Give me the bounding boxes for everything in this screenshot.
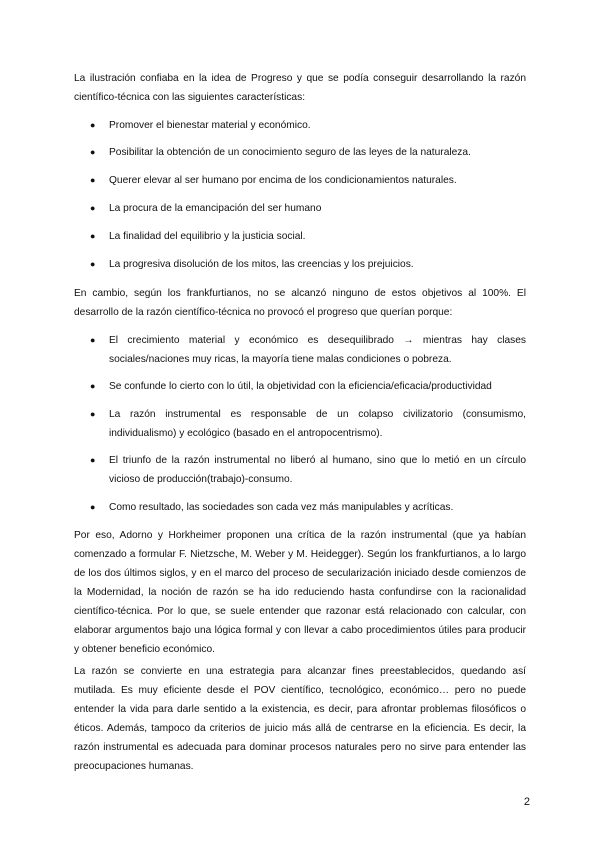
list-item [90,143,526,162]
list-item [90,171,526,190]
bullet-icon: ● [90,231,96,241]
list-item [90,116,526,135]
list-item [90,405,526,443]
list-item-text: Posibilitar la obtención de un conocimiento seguro de las leyes de la naturaleza. [109,147,471,158]
bullet-icon: ● [90,259,96,269]
list-item-text: Se confunde lo cierto con lo útil, la objetividad con la eficiencia/eficacia/productividad [109,381,492,392]
bullet-icon: ● [90,335,96,345]
middle-paragraph: En cambio, según los frankfurtianos, no se alcanzó ninguno de estos objetivos al 100%. El desarrollo de la razón científico-técnica no provocó el progreso que querían porque: [74,288,526,318]
list-item [90,498,526,517]
paragraph-conclusion: La razón se convierte en una estrategia para alcanzar fines preestablecidos, quedando así mutilada. Es muy eficiente desde el POV científico, tecnológico, económico… pero no puede entender la vida para darle sentido a la existencia, es decir, para afrontar problemas filosóficos o éticos. Además, tampoco da criterios de juicio más allá de centrarse en la eficiencia. Es decir, la razón instrumental es adecuada para dominar procesos naturales pero no sirve para entender las preocupaciones humanas. [74,666,526,772]
list-item [90,227,526,246]
page-number: 2 [523,796,530,808]
list-item-text: La razón instrumental es responsable de un colapso civilizatorio (consumismo, individualismo) y ecológico (basado en el antropocentrismo). [109,409,526,439]
bullet-icon: ● [90,120,96,130]
list-item-text: Querer elevar al ser humano por encima de los condicionamientos naturales. [109,175,457,186]
list-item-text: La procura de la emancipación del ser humano [109,203,322,214]
list-item [90,199,526,218]
list-item-text: El crecimiento material y económico es desequilibrado → mientras hay clases sociales/naciones muy ricas, la mayoría tiene malas condiciones o pobreza. [109,335,526,365]
list-item [90,377,526,396]
bullet-icon: ● [90,502,96,512]
bullet-icon: ● [90,381,96,391]
list-item [90,331,526,369]
intro-paragraph: La ilustración confiaba en la idea de Progreso y que se podía conseguir desarrollando la razón científico-técnica con las siguientes características: [74,73,526,103]
bullet-icon: ● [90,175,96,185]
bullet-icon: ● [90,203,96,213]
bullet-icon: ● [90,455,96,465]
list-item-text: La finalidad del equilibrio y la justicia social. [109,231,306,242]
list-item-text: El triunfo de la razón instrumental no liberó al humano, sino que lo metió en un círculo vicioso de producción(trabajo)-consumo. [109,455,526,485]
list-item-text: Como resultado, las sociedades son cada vez más manipulables y acríticas. [109,502,454,513]
bullet-icon: ● [90,147,96,157]
list-item-text: Promover el bienestar material y económico. [109,120,311,131]
list-item-text: La progresiva disolución de los mitos, las creencias y los prejuicios. [109,259,414,270]
list-item [90,451,526,489]
paragraph-critique: Por eso, Adorno y Horkheimer proponen una crítica de la razón instrumental (que ya habían comenzado a formular F. Nietzsche, M. Weber y M. Heidegger). Según los frankfurtianos, a lo largo de los dos últimos siglos, y en el marco del proceso de secularización iniciado desde comienzos de la Modernidad, la noción de razón se ha ido reduciendo hasta confundirse con la racionalidad científico-técnica. Por lo que, se suele entender que razonar está relacionado con calcular, con elaborar argumentos bajo una lógica formal y con llevar a cabo procedimientos útiles para producir y obtener beneficio económico. [74,530,526,655]
bullet-icon: ● [90,409,96,419]
list-item [90,255,526,274]
